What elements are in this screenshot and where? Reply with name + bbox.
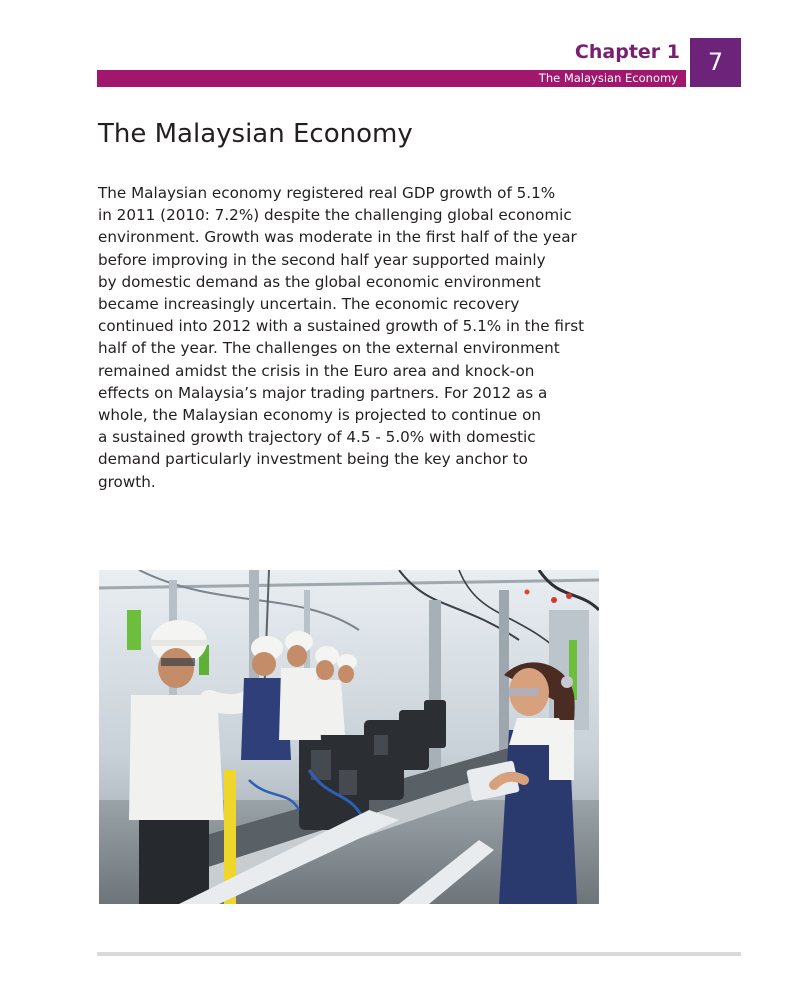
body-line: whole, the Malaysian economy is projected to continue on xyxy=(98,406,541,425)
page-number: 7 xyxy=(690,38,741,87)
running-section-title: The Malaysian Economy xyxy=(538,71,678,85)
factory-assembly-line-photo xyxy=(99,570,599,904)
chapter-label: Chapter 1 xyxy=(574,41,680,63)
body-line: became increasingly uncertain. The economic recovery xyxy=(98,295,520,314)
body-line: growth. xyxy=(98,472,156,491)
body-line: in 2011 (2010: 7.2%) despite the challenging global economic xyxy=(98,206,572,225)
body-line: effects on Malaysia’s major trading partners. For 2012 as a xyxy=(98,383,548,402)
body-line: before improving in the second half year supported mainly xyxy=(98,250,546,269)
body-paragraph xyxy=(98,182,608,493)
factory-photo-illustration xyxy=(99,570,599,904)
body-line: demand particularly investment being the key anchor to xyxy=(98,450,528,469)
page-title: The Malaysian Economy xyxy=(98,119,413,149)
body-line: by domestic demand as the global economic environment xyxy=(98,272,541,291)
body-line: remained amidst the crisis in the Euro area and knock-on xyxy=(98,361,535,380)
body-line: continued into 2012 with a sustained growth of 5.1% in the first xyxy=(98,317,585,336)
body-line: half of the year. The challenges on the external environment xyxy=(98,339,560,358)
body-line: The Malaysian economy registered real GDP growth of 5.1% xyxy=(98,184,556,202)
body-line: a sustained growth trajectory of 4.5 - 5.0% with domestic xyxy=(98,428,536,447)
header-bar xyxy=(97,70,686,87)
footer-divider xyxy=(97,952,741,956)
body-line: environment. Growth was moderate in the first half of the year xyxy=(98,228,577,247)
